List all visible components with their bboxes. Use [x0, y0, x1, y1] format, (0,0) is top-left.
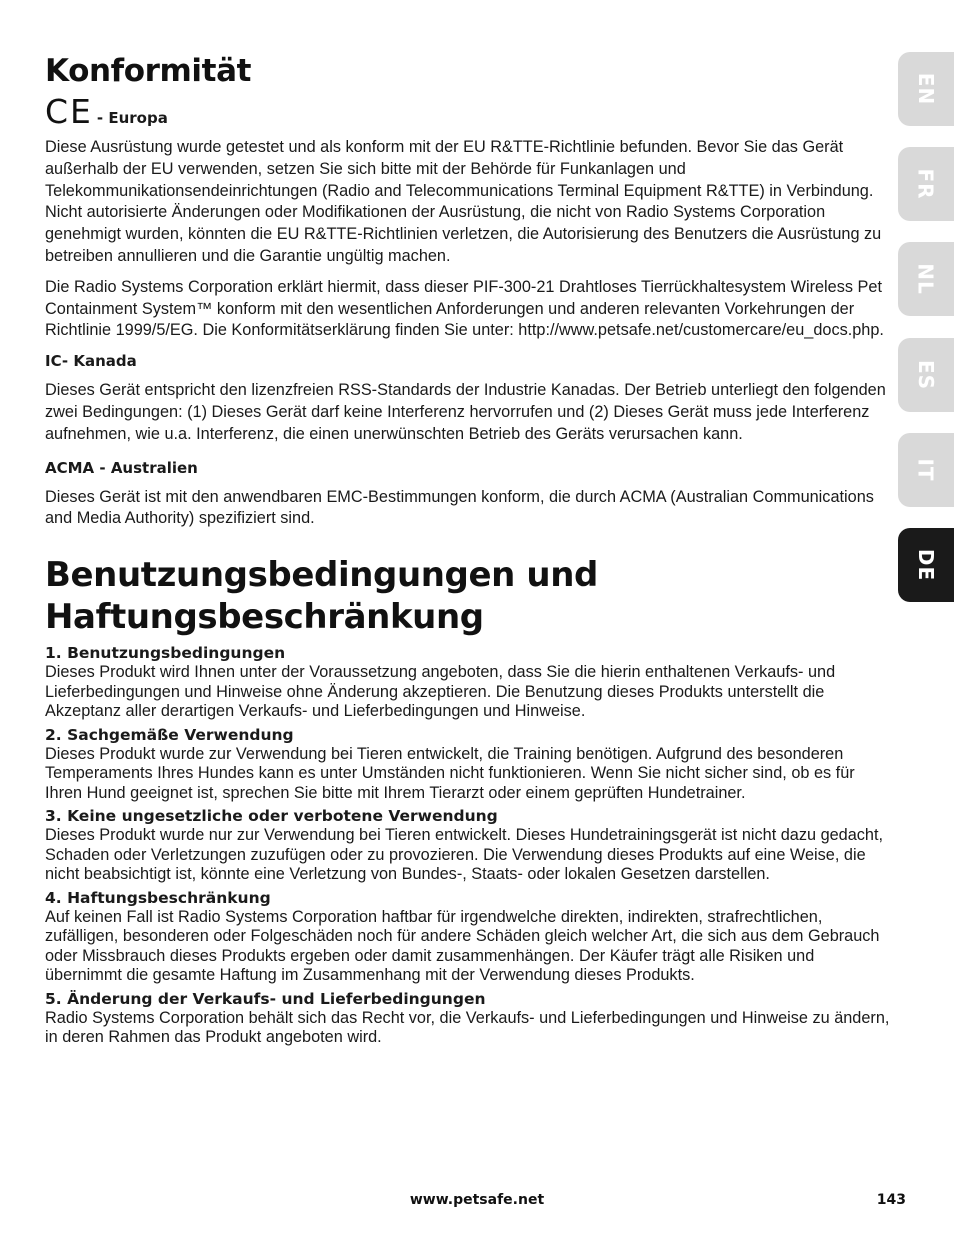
tab-nl[interactable] — [898, 242, 954, 316]
terms-item-text: Radio Systems Corporation behält sich das Recht vor, die Verkaufs- und Lieferbedingungen und Hinweise zu ändern, in deren Rahmen das Produkt angeboten wird. — [45, 1008, 890, 1047]
page-number: 143 — [876, 1192, 906, 1208]
europa-label: - Europa — [96, 109, 168, 127]
terms-item — [45, 644, 891, 722]
tab-label: NL — [913, 263, 938, 295]
terms-item-text: Auf keinen Fall ist Radio Systems Corporation haftbar für irgendwelche direkten, indirekten, strafrechtlichen, zufälligen, besonderen oder Folgeschäden noch für andere Schäden gleich welcher Art, die sich aus dem Gebrauch oder Missbrauch dieses Produkts ergeben oder damit zusammenhängen. Der Käufer trägt alle Risiken und übernimmt die gesamte Haftung im Zusammenhang mit der Verwendung dieses Produkts. — [45, 907, 880, 985]
terms-item-heading: 2. Sachgemäße Verwendung — [45, 725, 294, 744]
footer-url[interactable]: www.petsafe.net — [409, 1192, 545, 1208]
kanada-paragraph: Dieses Gerät entspricht den lizenzfreien RSS-Standards der Industrie Kanadas. Der Betrieb unterliegt den folgenden zwei Bedingungen: (1) Dieses Gerät darf keine Interferenz hervorrufen und (2) Dieses Gerät muss jede Interferenz aufnehmen, wie u.a. Interferenz, die einen unerwünschten Betrieb des Geräts verursachen kann. — [45, 381, 886, 443]
terms-item — [45, 726, 891, 804]
terms-item-text: Dieses Produkt wurde zur Verwendung bei Tieren entwickelt, die Training benötigen. Aufgrund des besonderen Temperaments Ihres Hundes kann es unter Umständen nicht funktionieren. Wenn Sie nicht sicher sind, ob es für Ihren Hund geeignet ist, sprechen Sie bitte mit Ihrem Tierarzt oder einem geprüften Hundetrainer. — [45, 744, 855, 802]
tab-fr[interactable] — [898, 147, 954, 221]
acma-heading: ACMA - Australien — [45, 458, 198, 477]
terms-item-heading: 3. Keine ungesetzliche oder verbotene Verwendung — [45, 807, 498, 826]
terms-item-heading: 4. Haftungsbeschränkung — [45, 888, 271, 907]
terms-item-text: Dieses Produkt wurde nur zur Verwendung bei Tieren entwickelt. Dieses Hundetrainingsgerät ist nicht dazu gedacht, Schaden oder Verletzungen zuzufügen oder zu provozieren. Die Verwendung dieses Produkts auf eine Weise, die nicht beabsichtigt ist, könnte eine Verletzung von Bundes-, Staats- oder lokalen Gesetzen darstellen. — [45, 826, 884, 884]
tab-label: IT — [914, 458, 938, 482]
tab-it[interactable] — [898, 433, 954, 507]
tab-es[interactable] — [898, 338, 954, 412]
terms-item — [45, 889, 891, 986]
tab-en[interactable] — [898, 52, 954, 126]
ce-mark-icon: CE — [45, 92, 93, 131]
terms-list — [45, 644, 891, 1048]
tab-label: ES — [913, 359, 938, 391]
terms-item-text: Dieses Produkt wird Ihnen unter der Voraussetzung angeboten, dass Sie die hierin enthaltenen Verkaufs- und Lieferbedingungen und Hinweise ohne Änderung akzeptieren. Die Benutzung dieses Produkts unterstellt die Akzeptanz aller derartigen Verkaufs- und Lieferbedingungen und Hinweise. — [45, 663, 836, 721]
page-content — [45, 52, 891, 1052]
title-line-1: Benutzungsbedingungen und — [45, 555, 598, 596]
acma-paragraph: Dieses Gerät ist mit den anwendbaren EMC-Bestimmungen konform, die durch ACMA (Australian Communications and Media Authority) spezifiziert sind. — [45, 487, 874, 528]
terms-item-heading: 5. Änderung der Verkaufs- und Lieferbedingungen — [45, 989, 486, 1008]
europa-paragraph-2: Die Radio Systems Corporation erklärt hiermit, dass dieser PIF-300-21 Drahtloses Tierrückhaltesystem Wireless Pet Containment System™ konform mit den wesentlichen Anforderungen und anderen relevanten Vorkehrungen der Richtlinie 1999/5/EG. Die Konformitätserklärung finden Sie unter: http://www.petsafe.net/customercare/eu_docs.php. — [45, 277, 884, 340]
section-title-konformitaet: Konformität — [45, 53, 252, 89]
terms-item-heading: 1. Benutzungsbedingungen — [45, 644, 286, 663]
tab-label: EN — [914, 72, 938, 106]
tab-label: DE — [913, 548, 938, 582]
tab-de[interactable] — [898, 528, 954, 602]
europa-paragraph-1: Diese Ausrüstung wurde getestet und als konform mit der EU R&TTE-Richtlinie befunden. Bevor Sie das Gerät außerhalb der EU verwenden, setzen Sie sich bitte mit der Behörde für Funkanlagen und Telekommunikationsendeinrichtungen (Radio and Telecommunications Terminal Equipment R&TTE) in Verbindung. Nicht autorisierte Änderungen oder Modifikationen der Ausrüstung, die nicht von Radio Systems Corporation genehmigt wurden, könnten die EU R&TTE-Richtlinien verletzen, die Autorisierung des Benutzers die Ausrüstung zu betreiben annullieren und die Garantie ungültig machen. — [45, 138, 882, 265]
kanada-heading: IC- Kanada — [45, 352, 137, 371]
terms-item — [45, 990, 891, 1048]
tab-label: FR — [914, 168, 938, 200]
ce-europa-heading — [45, 92, 891, 131]
terms-item — [45, 807, 891, 885]
title-line-2: Haftungsbeschränkung — [45, 597, 484, 638]
section-title-benutzungsbedingungen — [45, 554, 891, 638]
